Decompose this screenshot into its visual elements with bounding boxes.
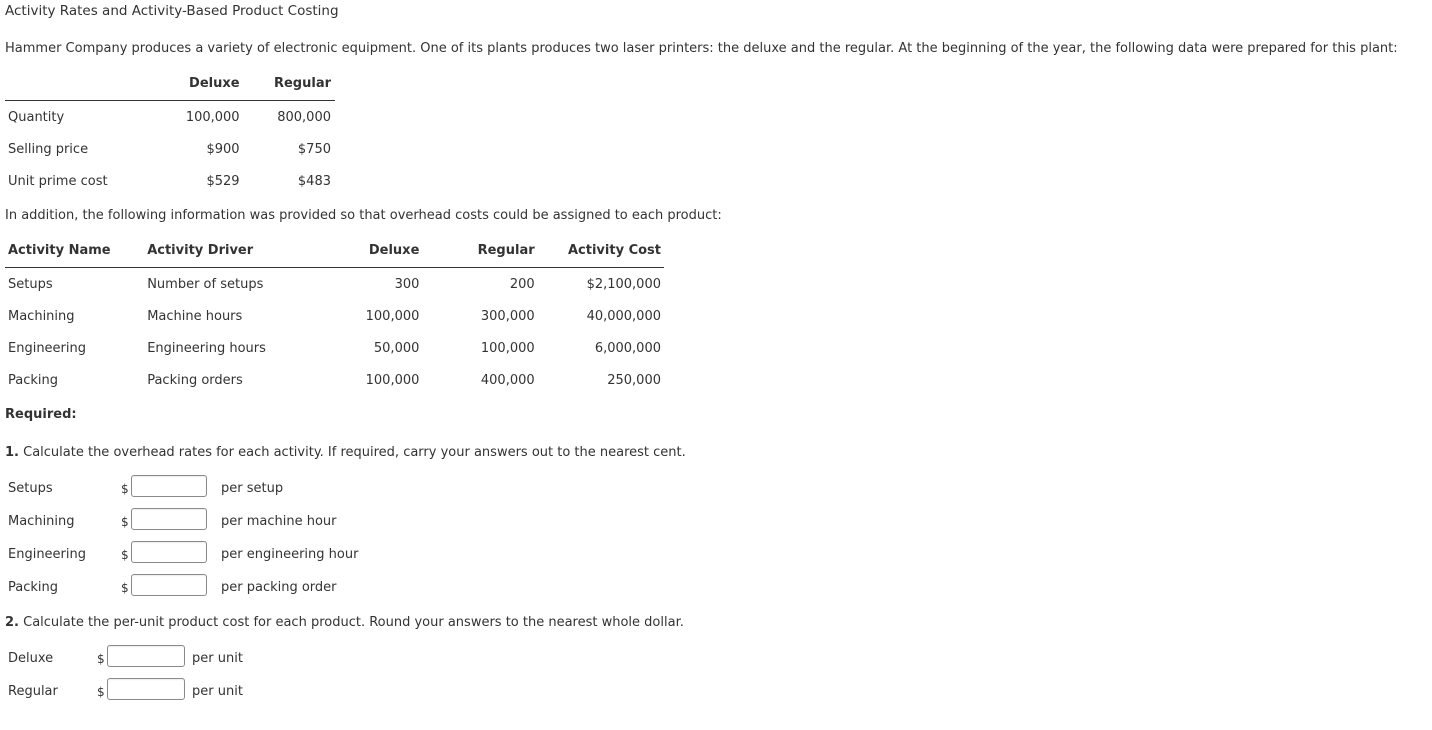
machining-rate-input[interactable] [131, 508, 207, 530]
page-title: Activity Rates and Activity-Based Product Costing [5, 3, 339, 19]
column-header-regular: Regular [477, 243, 535, 258]
table-row [5, 133, 335, 165]
activity-name: Engineering [8, 340, 86, 356]
unit-label: per unit [192, 684, 243, 699]
activity-driver: Packing orders [147, 372, 243, 388]
activity-driver: Number of setups [147, 276, 264, 292]
activity-name: Machining [8, 308, 75, 324]
regular-value: $483 [297, 173, 331, 189]
column-header-regular: Regular [273, 76, 331, 91]
answer-label-setups: Setups [8, 481, 53, 496]
row-label: Quantity [8, 109, 65, 125]
activity-driver: Machine hours [147, 308, 243, 324]
regular-unit-cost-input[interactable] [107, 678, 185, 700]
regular-value: 800,000 [277, 109, 331, 125]
unit-label: per engineering hour [221, 547, 359, 562]
question-number: 1. [5, 445, 19, 460]
question-prompt: Calculate the per-unit product cost for each product. Round your answers to the nearest whole dollar. [23, 615, 684, 630]
currency-symbol: $ [121, 515, 129, 529]
engineering-rate-input[interactable] [131, 541, 207, 563]
unit-label: per machine hour [221, 514, 337, 529]
deluxe-value: 100,000 [185, 109, 240, 125]
deluxe-value: 50,000 [373, 340, 420, 356]
answer-label-engineering: Engineering [8, 547, 86, 562]
table-header-row [5, 234, 664, 268]
currency-symbol: $ [121, 548, 129, 562]
deluxe-unit-cost-input[interactable] [107, 645, 185, 667]
activity-name: Setups [8, 276, 53, 292]
table-row [5, 332, 664, 364]
currency-symbol: $ [121, 581, 129, 595]
question-2-text [5, 615, 684, 630]
answer-label-machining: Machining [8, 514, 75, 529]
product-data-table [5, 67, 335, 197]
row-label: Selling price [8, 141, 89, 157]
table-row [5, 300, 664, 332]
answer-label-regular: Regular [8, 684, 58, 699]
activity-cost: 6,000,000 [594, 340, 661, 356]
unit-label: per setup [221, 481, 284, 496]
additional-info-paragraph: In addition, the following information was provided so that overhead costs could be assigned to each product: [5, 208, 722, 223]
question-number: 2. [5, 615, 19, 630]
activity-driver: Engineering hours [147, 340, 266, 356]
activity-table [5, 234, 664, 396]
unit-label: per packing order [221, 580, 337, 595]
activity-cost: $2,100,000 [586, 276, 661, 292]
activity-cost: 40,000,000 [586, 308, 661, 324]
answer-label-packing: Packing [8, 580, 59, 595]
question-1-text [5, 445, 686, 460]
table-header-row [5, 67, 335, 101]
deluxe-value: 300 [394, 276, 420, 292]
packing-rate-input[interactable] [131, 574, 207, 596]
answer-label-deluxe: Deluxe [8, 651, 54, 666]
column-header-activity-driver: Activity Driver [147, 243, 254, 258]
currency-symbol: $ [121, 482, 129, 496]
regular-value: 200 [509, 276, 535, 292]
column-header [5, 67, 127, 101]
unit-label: per unit [192, 651, 243, 666]
deluxe-value: 100,000 [365, 308, 420, 324]
deluxe-value: $900 [206, 141, 240, 157]
activity-name: Packing [8, 372, 59, 388]
regular-value: 300,000 [480, 308, 535, 324]
currency-symbol: $ [97, 652, 105, 666]
question-prompt: Calculate the overhead rates for each activity. If required, carry your answers out to the nearest cent. [23, 445, 686, 460]
regular-value: 400,000 [480, 372, 535, 388]
column-header-deluxe: Deluxe [368, 243, 420, 258]
column-header-deluxe: Deluxe [189, 76, 240, 91]
row-label: Unit prime cost [8, 173, 108, 189]
table-row [5, 165, 335, 197]
currency-symbol: $ [97, 685, 105, 699]
table-row [5, 268, 664, 301]
required-heading: Required: [5, 407, 77, 422]
table-row [5, 364, 664, 396]
deluxe-value: 100,000 [365, 372, 420, 388]
regular-value: 100,000 [480, 340, 535, 356]
activity-cost: 250,000 [607, 372, 661, 388]
column-header-activity-name: Activity Name [8, 243, 111, 258]
setups-rate-input[interactable] [131, 475, 207, 497]
table-row [5, 101, 335, 134]
column-header-activity-cost: Activity Cost [567, 243, 661, 258]
regular-value: $750 [297, 141, 331, 157]
intro-paragraph: Hammer Company produces a variety of electronic equipment. One of its plants produces two laser printers: the deluxe and the regular. At the beginning of the year, the following data were prepared for this plant: [5, 41, 1398, 56]
deluxe-value: $529 [206, 173, 240, 189]
